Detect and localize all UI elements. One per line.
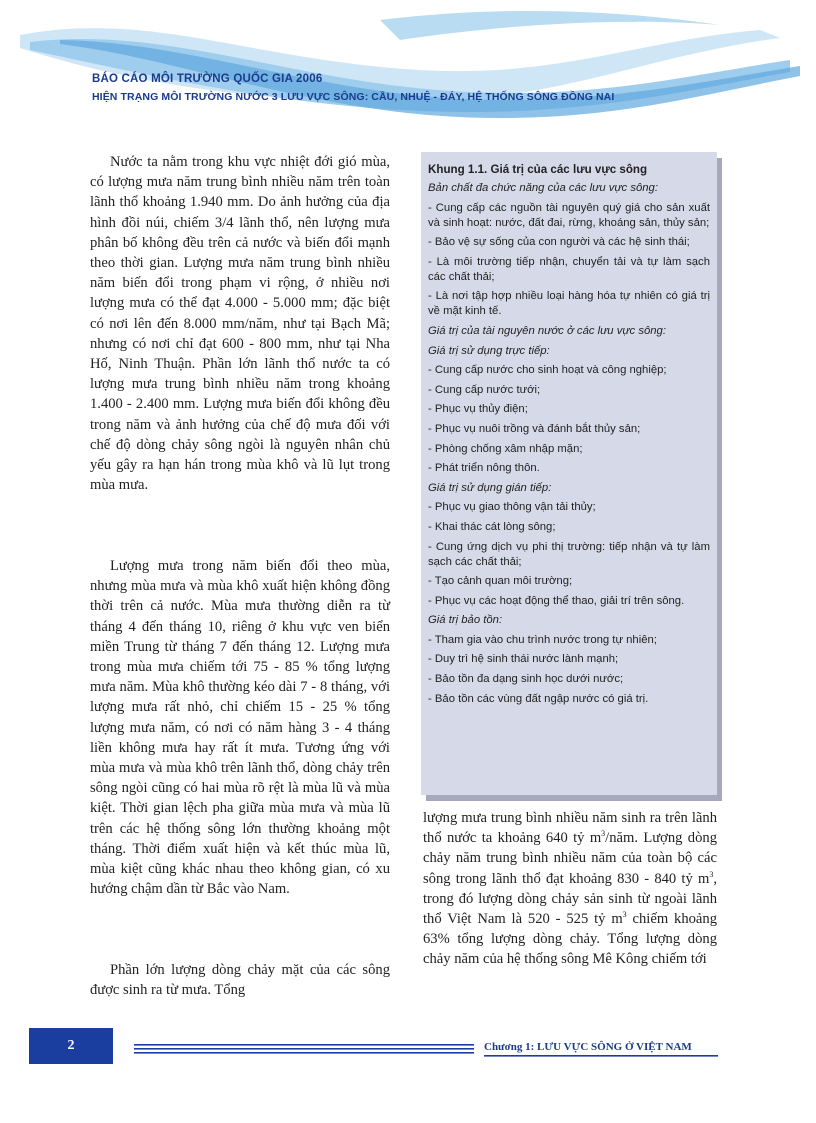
footer-rule xyxy=(134,1044,474,1046)
box-item: - Bảo vệ sự sống của con người và các hệ sinh thái; xyxy=(428,236,690,249)
report-subtitle: HIỆN TRẠNG MÔI TRƯỜNG NƯỚC 3 LƯU VỰC SÔNG: CẦU, NHUỆ - ĐÁY, HỆ THỐNG SÔNG ĐỒNG NAI xyxy=(92,91,615,103)
superscript: 3 xyxy=(709,869,714,879)
report-title: BÁO CÁO MÔI TRƯỜNG QUỐC GIA 2006 xyxy=(92,73,323,85)
text-run: /năm. Lượng dòng chảy năm trung bình nhiều năm của toàn bộ các sông trong lãnh thổ đạt khoảng 830 - 840 tỷ m xyxy=(423,830,717,887)
box-item: - Phòng chống xâm nhập mặn; xyxy=(428,442,583,455)
box-item: - Cung cấp nước tưới; xyxy=(428,383,541,396)
box-section-heading: Giá trị bảo tồn: xyxy=(428,614,503,627)
box-section-heading: Giá trị sử dụng gián tiếp: xyxy=(428,481,552,494)
page-number: 2 xyxy=(29,1028,113,1064)
wave-top-swoosh xyxy=(380,11,720,40)
body-paragraph-2: Lượng mưa trong năm biến đổi theo mùa, nhưng mùa mưa và mùa khô xuất hiện không đồng thời trên cả nước. Mùa mưa thường diễn ra từ tháng 4 đến tháng 10, riêng ở khu vực ven biển miền Trung từ tháng 7 đến tháng 12. Lượng mưa trong mùa mưa chiếm tới 75 - 85 % tổng lượng mưa năm. Mùa khô thường kéo dài 7 - 8 tháng, với lượng mưa rất nhỏ, chỉ chiếm 15 - 25 % tổng lượng mưa năm, có nơi có năm hàng 3 - 4 tháng liền không mưa hay rất ít mưa. Tương ứng với mùa mưa và mùa khô trên lãnh thổ, dòng chảy trên sông ngòi cũng có hai mùa rõ rệt là mùa lũ và mùa kiệt. Thời gian lệch pha giữa mùa mưa và mùa lũ trên các hệ thống sông lớn thường khoảng một tháng. Thời điểm xuất hiện và kết thúc mùa lũ, mùa kiệt cũng khác nhau theo không gian, có xu hướng chậm dần từ Bắc vào Nam. xyxy=(90,558,390,898)
box-item: - Cung cấp các nguồn tài nguyên quý giá cho sản xuất và sinh hoạt: nước, đất đai, rừng, khoáng sản, thủy sản; xyxy=(428,201,710,229)
body-paragraph-right xyxy=(423,808,717,970)
body-paragraph-3: Phần lớn lượng dòng chảy mặt của các sông được sinh ra từ mưa. Tổng xyxy=(90,962,390,999)
box-item: - Duy trì hệ sinh thái nước lành mạnh; xyxy=(428,653,619,666)
body-paragraph-1: Nước ta nằm trong khu vực nhiệt đới gió mùa, có lượng mưa năm trung bình nhiều năm trên toàn lãnh thổ khoảng 1.940 mm. Do ảnh hưởng của địa hình đồi núi, chiếm 3/4 lãnh thổ, nên lượng mưa phân bố không đều trên cả nước và biến đổi mạnh theo thời gian. Lượng mưa năm trung bình nhiều năm biến đổi trong phạm vi rộng, ở nhiều nơi lượng mưa có thể đạt 4.000 - 5.000 mm; đặc biệt có nơi lên đến 8.000 mm/năm, như tại Bạch Mã; nhưng có nơi chỉ đạt 600 - 800 mm, như tại Nha Hố, Ninh Thuận. Phần lớn lãnh thổ nước ta có lượng mưa trung bình nhiều năm trong khoảng 1.400 - 2.400 mm. Lượng mưa biến đổi không đều trong năm và ảnh hưởng của chế độ mưa đối với chế độ dòng chảy sông ngòi là nguyên nhân chủ yếu gây ra hạn hán trong mùa khô và lũ lụt trong mùa mưa. xyxy=(90,154,390,494)
box-section-heading: Giá trị sử dụng trực tiếp: xyxy=(428,344,550,357)
box-item: - Phục vụ giao thông vận tải thủy; xyxy=(428,501,596,514)
box-section-heading: Bản chất đa chức năng của các lưu vực sông: xyxy=(428,182,658,194)
text-run: , trong đó lượng dòng chảy sản sinh từ ngoài lãnh thổ Việt Nam là 520 - 525 tỷ m xyxy=(423,870,717,928)
box-item: - Cung cấp nước cho sinh hoạt và công nghiệp; xyxy=(428,364,667,377)
superscript: 3 xyxy=(622,910,627,920)
box-item: - Khai thác cát lòng sông; xyxy=(428,520,556,533)
chapter-title: Chương 1: LƯU VỰC SÔNG Ở VIỆT NAM xyxy=(484,1041,692,1053)
text-run: chiếm khoảng 63% tổng lượng dòng chảy. Tổng lượng dòng chảy năm của hệ thống sông Mê Kông chiếm tới xyxy=(423,911,717,968)
footer-rule xyxy=(134,1052,474,1054)
header-wave-banner xyxy=(0,0,816,130)
footer-rule xyxy=(134,1048,474,1050)
box-item: - Bảo tồn đa dạng sinh học dưới nước; xyxy=(428,673,624,686)
box-item: - Bảo tồn các vùng đất ngập nước có giá trị. xyxy=(428,692,649,705)
box-item: - Phục vụ các hoạt động thể thao, giải trí trên sông. xyxy=(428,594,685,607)
text-run: lượng mưa trung bình nhiều năm sinh ra trên lãnh thổ nước ta khoảng 640 tỷ m xyxy=(423,810,717,847)
box-item: - Là môi trường tiếp nhận, chuyển tải và tự làm sạch các chất thải; xyxy=(428,255,710,283)
box-item: - Phát triển nông thôn. xyxy=(428,462,540,475)
box-item: - Tạo cảnh quan môi trường; xyxy=(428,575,573,588)
footer-rule-right xyxy=(484,1054,718,1059)
footer-rule-lines xyxy=(134,1042,474,1058)
info-box-khung-1-1 xyxy=(421,152,717,795)
box-item: - Là nơi tập hợp nhiều loại hàng hóa tự nhiên có giá trị về mặt kinh tế. xyxy=(428,290,710,318)
footer-rule xyxy=(484,1055,718,1057)
box-item: - Cung ứng dịch vụ phi thị trường: tiếp nhận và tự làm sạch các chất thải; xyxy=(428,540,710,568)
box-item: - Tham gia vào chu trình nước trong tự nhiên; xyxy=(428,633,657,646)
box-item: - Phục vụ thủy điện; xyxy=(428,403,528,416)
box-item: - Phục vụ nuôi trồng và đánh bắt thủy sản; xyxy=(428,422,641,435)
box-section-heading: Giá trị của tài nguyên nước ở các lưu vực sông: xyxy=(428,324,666,337)
superscript: 3 xyxy=(601,829,606,839)
box-title: Khung 1.1. Giá trị của các lưu vực sông xyxy=(428,163,648,176)
